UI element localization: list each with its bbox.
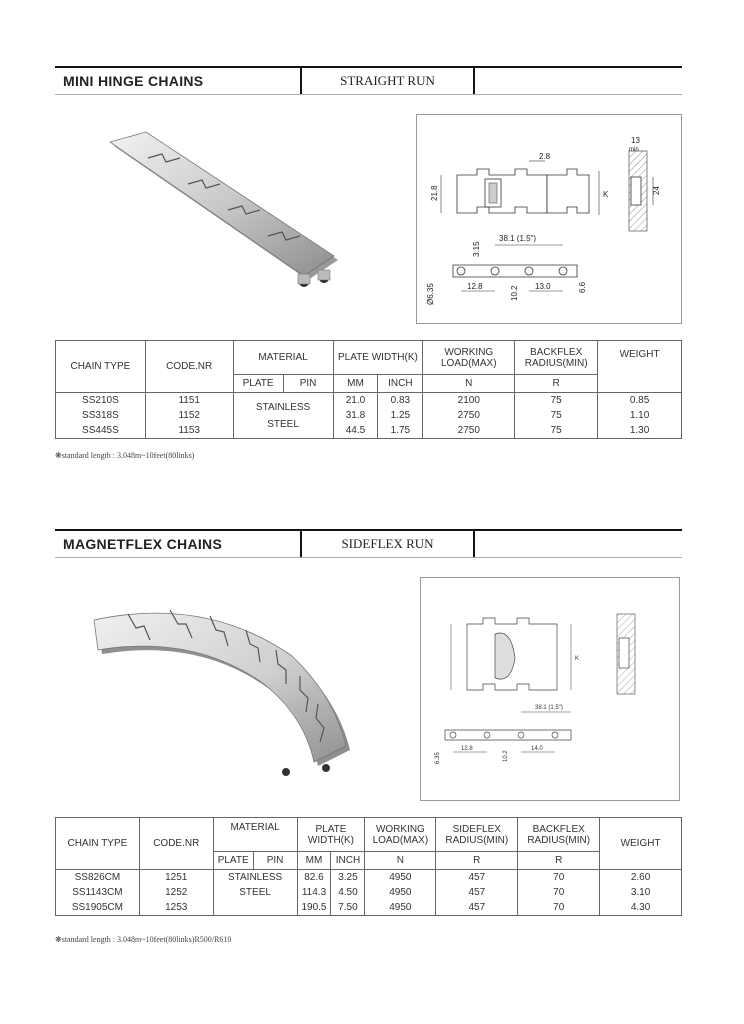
dim-label: K bbox=[575, 656, 580, 662]
mini-hinge-spec-table bbox=[55, 340, 682, 439]
section-header-mini-hinge bbox=[55, 66, 682, 96]
magnetflex-technical-drawing bbox=[420, 577, 680, 801]
col-header-weight: WEIGHT bbox=[598, 341, 682, 393]
dim-label: 10.2 bbox=[503, 750, 509, 762]
col-header-material: MATERIAL bbox=[233, 341, 333, 375]
table-row: SS445S 1153 44.5 1.75 2750 75 1.30 bbox=[56, 423, 682, 439]
table-row: SS1905CM 1253 190.5 7.50 4950 457 70 4.30 bbox=[56, 900, 682, 916]
material-cell: STEEL bbox=[213, 885, 297, 900]
dim-label: 24 bbox=[652, 186, 661, 195]
table-row: SS1143CM 1252 STEEL 114.3 4.50 4950 457 70 3.10 bbox=[56, 885, 682, 900]
dim-label: 12.8 bbox=[467, 282, 483, 291]
dim-label: 6.35 bbox=[435, 752, 441, 764]
mini-hinge-chain-photo bbox=[100, 128, 345, 298]
dim-label: 3.15 bbox=[472, 241, 481, 257]
col-header-working-load: WORKING LOAD(MAX) bbox=[365, 818, 436, 852]
col-header-backflex: BACKFLEX RADIUS(MIN) bbox=[515, 341, 598, 375]
table-row: SS210S 1151 STAINLESS STEEL 21.0 0.83 2100 75 0.85 bbox=[56, 393, 682, 409]
col-header-load-unit: N bbox=[365, 852, 436, 870]
col-header-backflex-unit: R bbox=[518, 852, 600, 870]
dim-label: 38.1 (1.5") bbox=[499, 234, 537, 243]
dim-label: K bbox=[603, 190, 609, 199]
col-header-load-unit: N bbox=[423, 375, 515, 393]
section-title: MINI HINGE CHAINS bbox=[63, 73, 204, 89]
dim-label: 21.8 bbox=[430, 185, 439, 201]
col-header-plate-width: PLATE WIDTH(K) bbox=[333, 341, 423, 375]
dim-label: 13.0 bbox=[535, 282, 551, 291]
magnetflex-spec-table bbox=[55, 817, 682, 916]
section-header-magnetflex bbox=[55, 529, 682, 559]
dim-label: Ø6.35 bbox=[426, 283, 435, 305]
table-row: SS826CM 1251 STAINLESS 82.6 3.25 4950 457 70 2.60 bbox=[56, 870, 682, 886]
col-header-backflex: BACKFLEX RADIUS(MIN) bbox=[518, 818, 600, 852]
col-header-chain-type: CHAIN TYPE bbox=[56, 818, 140, 870]
section-title: MAGNETFLEX CHAINS bbox=[63, 536, 223, 552]
mini-hinge-technical-drawing bbox=[416, 114, 682, 324]
col-header-pin: PIN bbox=[253, 852, 297, 870]
col-header-mm: MM bbox=[297, 852, 331, 870]
material-cell: STAINLESS bbox=[213, 870, 297, 886]
col-header-chain-type: CHAIN TYPE bbox=[56, 341, 146, 393]
magnetflex-chain-photo bbox=[88, 590, 358, 780]
col-header-mm: MM bbox=[333, 375, 378, 393]
col-header-pin: PIN bbox=[283, 375, 333, 393]
col-header-code: CODE.NR bbox=[145, 341, 233, 393]
col-header-plate-width: PLATE WIDTH(K) bbox=[297, 818, 365, 852]
table-row: SS318S 1152 31.8 1.25 2750 75 1.10 bbox=[56, 408, 682, 423]
col-header-material: MATERIAL bbox=[213, 818, 297, 852]
dim-label: 38.1 (1.5") bbox=[535, 705, 563, 711]
col-header-code: CODE.NR bbox=[139, 818, 213, 870]
dim-label: 12.8 bbox=[461, 746, 473, 752]
dim-label: 13 bbox=[631, 136, 640, 145]
col-header-sideflex-unit: R bbox=[436, 852, 518, 870]
col-header-sideflex: SIDEFLEX RADIUS(MIN) bbox=[436, 818, 518, 852]
dim-label: min bbox=[629, 147, 639, 153]
dim-label: 10.2 bbox=[510, 285, 519, 301]
col-header-plate: PLATE bbox=[233, 375, 283, 393]
section-subtitle: STRAIGHT RUN bbox=[340, 73, 435, 88]
col-header-working-load: WORKING LOAD(MAX) bbox=[423, 341, 515, 375]
dim-label: 2.8 bbox=[539, 152, 551, 161]
col-header-inch: INCH bbox=[331, 852, 365, 870]
dim-label: 14.0 bbox=[531, 746, 543, 752]
standard-length-note: ❋standard length : 3.048m~10feet(80links)R500/R610 bbox=[55, 935, 232, 944]
col-header-plate: PLATE bbox=[213, 852, 253, 870]
col-header-weight: WEIGHT bbox=[600, 818, 682, 870]
material-cell: STAINLESS STEEL bbox=[233, 393, 333, 439]
section-subtitle: SIDEFLEX RUN bbox=[341, 536, 434, 551]
standard-length-note: ❋standard length : 3.048m~10feet(80links) bbox=[55, 451, 195, 460]
col-header-inch: INCH bbox=[378, 375, 423, 393]
dim-label: 6.6 bbox=[578, 281, 587, 293]
col-header-backflex-unit: R bbox=[515, 375, 598, 393]
